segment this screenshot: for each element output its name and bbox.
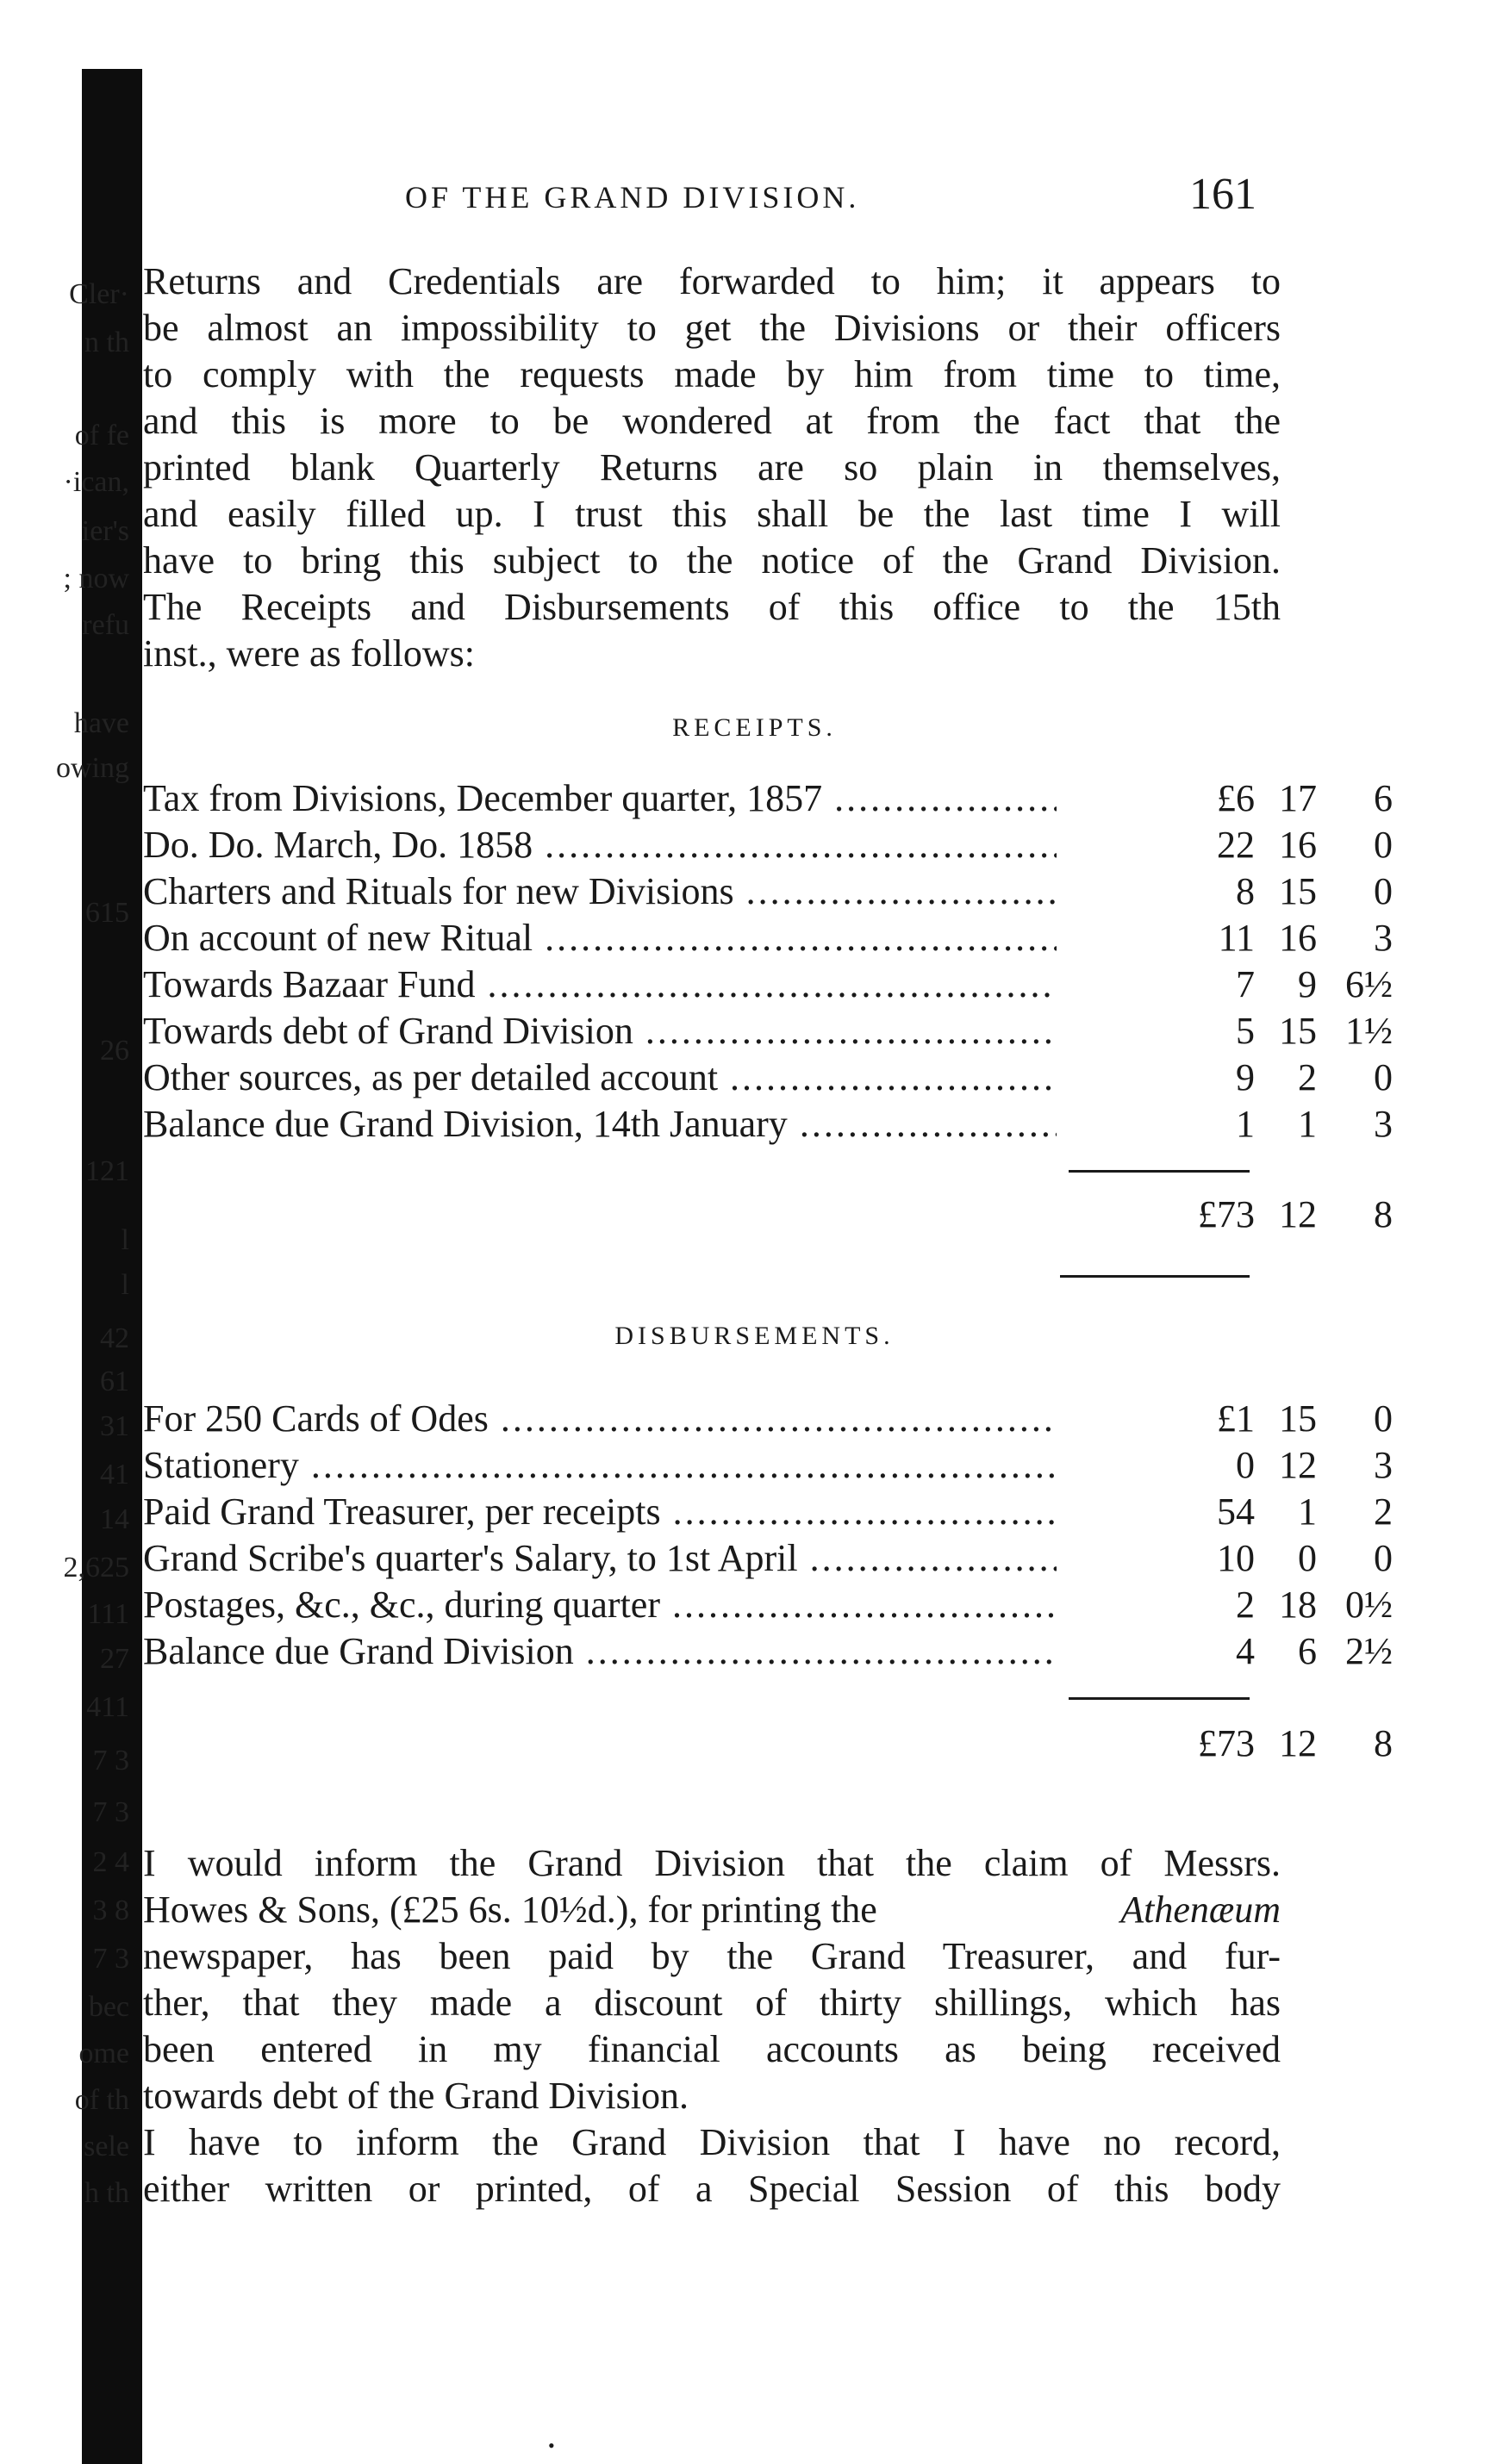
ledger-description: Charters and Rituals for new Divisions .....	[143, 868, 1057, 915]
ledger-row	[143, 868, 1393, 915]
gutter-fragment: h th	[84, 2177, 129, 2209]
receipts-ledger	[143, 775, 1393, 1148]
page-number: 161	[1189, 170, 1256, 219]
ledger-row	[143, 1008, 1393, 1055]
ledger-description: Postages, &c., &c., during quarter .....	[143, 1582, 1057, 1628]
ledger-pounds: 8	[1236, 870, 1255, 912]
receipts-total	[143, 1189, 1393, 1241]
ledger-pence: 3	[1374, 1444, 1393, 1486]
ledger-pence: 0	[1374, 870, 1393, 912]
gutter-fragment: 411	[86, 1691, 129, 1723]
ledger-description: For 250 Cards of Odes .....	[143, 1396, 1057, 1442]
gutter-fragment: owing	[56, 752, 129, 784]
gutter-fragment: 7 3	[92, 1796, 129, 1828]
ledger-shillings: 15	[1279, 1397, 1317, 1440]
gutter-fragment: have	[73, 707, 129, 739]
ledger-row	[143, 1628, 1393, 1675]
ledger-pounds: £6	[1217, 777, 1255, 819]
ledger-shillings: 16	[1279, 824, 1317, 866]
ledger-description: Stationery .....	[143, 1442, 1057, 1489]
ledger-shillings: 6	[1298, 1630, 1317, 1672]
gutter-fragment: 42	[100, 1322, 129, 1354]
ledger-pence: 3	[1374, 917, 1393, 959]
ledger-shillings: 12	[1279, 1444, 1317, 1486]
total-pence: 8	[1374, 1722, 1393, 1764]
ledger-pounds: 10	[1217, 1537, 1255, 1579]
disbursements-title: DISBURSEMENTS.	[614, 1322, 895, 1350]
ledger-shillings: 15	[1279, 1010, 1317, 1052]
ledger-row	[143, 1535, 1393, 1582]
closing-line: ther, that they made a discount of thirty shillings, which has	[143, 1982, 1281, 2024]
ledger-shillings: 1	[1298, 1490, 1317, 1533]
gutter-fragment: 7 3	[92, 1745, 129, 1776]
gutter-fragment: 3 8	[92, 1895, 129, 1926]
ledger-shillings: 1	[1298, 1103, 1317, 1145]
intro-line: Returns and Credentials are forwarded to him; it appears to	[143, 260, 1281, 302]
ledger-description: Grand Scribe's quarter's Salary, to 1st April .....	[143, 1535, 1057, 1582]
ledger-pence: 6	[1374, 777, 1393, 819]
ledger-row	[143, 1582, 1393, 1628]
receipts-total-rule	[1060, 1275, 1250, 1278]
gutter-fragment: refu	[82, 609, 129, 641]
ledger-pence: 0	[1374, 1397, 1393, 1440]
ledger-pounds: 1	[1236, 1103, 1255, 1145]
gutter-fragment: ; now	[63, 563, 129, 594]
gutter-fragment: 121	[85, 1155, 129, 1187]
gutter-fragment: sele	[84, 2131, 129, 2162]
ledger-description: Paid Grand Treasurer, per receipts .....	[143, 1489, 1057, 1535]
gutter-fragment: 111	[87, 1598, 129, 1630]
intro-line: and easily filled up. I trust this shall be the last time I will	[143, 493, 1281, 535]
ledger-pounds: 7	[1236, 963, 1255, 1005]
ledger-pence: 6½	[1345, 963, 1393, 1005]
gutter-fragment: ·ican,	[63, 466, 129, 498]
ledger-pounds: £1	[1217, 1397, 1255, 1440]
closing-line-text: Howes & Sons, (£25 6s. 10½d.), for printing the	[143, 1888, 877, 1931]
gutter-fragment: 615	[85, 897, 129, 929]
ledger-pounds: 11	[1218, 917, 1255, 959]
intro-line: have to bring this subject to the notice of the Grand Division.	[143, 539, 1281, 582]
gutter-fragment: Cler·	[69, 278, 129, 310]
total-shillings: 12	[1279, 1193, 1317, 1235]
ledger-description: Tax from Divisions, December quarter, 1857 .....	[143, 775, 1057, 822]
receipts-title: RECEIPTS.	[672, 713, 837, 742]
gutter-fragment: 31	[100, 1410, 129, 1442]
closing-line: been entered in my financial accounts as being received	[143, 2028, 1281, 2070]
gutter-fragment: ier's	[81, 515, 129, 547]
gutter-fragment: ome	[78, 2038, 129, 2069]
ledger-pounds: 5	[1236, 1010, 1255, 1052]
ledger-shillings: 18	[1279, 1584, 1317, 1626]
total-shillings: 12	[1279, 1722, 1317, 1764]
closing-paragraphs	[143, 1840, 1281, 2212]
total-pence: 8	[1374, 1193, 1393, 1235]
gutter-fragment: 41	[100, 1459, 129, 1490]
ledger-pence: 2½	[1345, 1630, 1393, 1672]
closing-line: newspaper, has been paid by the Grand Treasurer, and fur-	[143, 1935, 1281, 1977]
ledger-pence: 3	[1374, 1103, 1393, 1145]
ledger-pounds: 22	[1217, 824, 1255, 866]
ledger-row	[143, 961, 1393, 1008]
intro-line: to comply with the requests made by him from time to time,	[143, 353, 1281, 395]
binding-strip-top	[82, 69, 129, 121]
ledger-pence: 0	[1374, 1537, 1393, 1579]
ledger-pence: 0½	[1345, 1584, 1393, 1626]
gutter-fragment: 61	[100, 1366, 129, 1397]
ledger-row	[143, 1489, 1393, 1535]
gutter-fragment: 27	[100, 1643, 129, 1675]
ledger-description: Balance due Grand Division, 14th January .....	[143, 1101, 1057, 1148]
ledger-description: Balance due Grand Division .....	[143, 1628, 1057, 1675]
ledger-shillings: 2	[1298, 1056, 1317, 1098]
intro-line: be almost an impossibility to get the Divisions or their officers	[143, 307, 1281, 349]
ledger-row	[143, 775, 1393, 822]
ledger-row	[143, 1055, 1393, 1101]
ledger-description: On account of new Ritual .....	[143, 915, 1057, 961]
ledger-shillings: 16	[1279, 917, 1317, 959]
newspaper-title: Athenæum	[1120, 1888, 1281, 1931]
closing-line: I would inform the Grand Division that the claim of Messrs.	[143, 1842, 1281, 1884]
intro-line: printed blank Quarterly Returns are so plain in themselves,	[143, 446, 1281, 488]
ledger-pounds: 9	[1236, 1056, 1255, 1098]
disbursements-ledger	[143, 1396, 1393, 1675]
intro-line: inst., were as follows:	[143, 632, 475, 675]
ledger-pounds: 2	[1236, 1584, 1255, 1626]
ledger-pence: 2	[1374, 1490, 1393, 1533]
intro-line: The Receipts and Disbursements of this office to the 15th	[143, 586, 1281, 628]
ledger-row	[143, 915, 1393, 961]
closing-line: towards debt of the Grand Division.	[143, 2075, 689, 2117]
gutter-fragment: 26	[100, 1035, 129, 1067]
closing-line: I have to inform the Grand Division that I have no record,	[143, 2121, 1281, 2163]
ledger-shillings: 9	[1298, 963, 1317, 1005]
intro-paragraph	[143, 258, 1281, 677]
ledger-shillings: 15	[1279, 870, 1317, 912]
disbursements-sum-rule	[1069, 1697, 1250, 1700]
ledger-pence: 1½	[1345, 1010, 1393, 1052]
ledger-row	[143, 1396, 1393, 1442]
footer-mark: •	[548, 2435, 555, 2456]
ledger-description: Towards debt of Grand Division .....	[143, 1008, 1057, 1055]
ledger-row	[143, 1442, 1393, 1489]
gutter-fragment: 14	[100, 1503, 129, 1535]
ledger-description: Other sources, as per detailed account .....	[143, 1055, 1057, 1101]
gutter-fragment: 7 3	[92, 1943, 129, 1975]
running-head: OF THE GRAND DIVISION.	[405, 180, 860, 215]
ledger-pence: 0	[1374, 1056, 1393, 1098]
gutter-fragment: 2 4	[92, 1846, 129, 1878]
ledger-pence: 0	[1374, 824, 1393, 866]
ledger-pounds: 0	[1236, 1444, 1255, 1486]
ledger-row	[143, 1101, 1393, 1148]
total-pounds: £73	[1198, 1722, 1255, 1764]
gutter-fragment: 2,625	[63, 1552, 129, 1584]
ledger-description: Towards Bazaar Fund .....	[143, 961, 1057, 1008]
ledger-shillings: 17	[1279, 777, 1317, 819]
ledger-row	[143, 822, 1393, 868]
ledger-description: Do. Do. March, Do. 1858 .....	[143, 822, 1057, 868]
receipts-sum-rule	[1069, 1170, 1250, 1173]
ledger-pounds: 4	[1236, 1630, 1255, 1672]
disbursements-total	[143, 1718, 1393, 1770]
intro-line: and this is more to be wondered at from the fact that the	[143, 400, 1281, 442]
gutter-fragment: of th	[74, 2084, 129, 2116]
ledger-pounds: 54	[1217, 1490, 1255, 1533]
gutter-fragment: l	[121, 1269, 129, 1301]
closing-line: either written or printed, of a Special Session of this body	[143, 2168, 1281, 2210]
closing-line	[143, 1887, 1281, 1933]
gutter-fragment: n th	[84, 327, 129, 358]
gutter-fragment: bec	[88, 1991, 129, 2023]
gutter-fragment: of fe	[74, 420, 129, 451]
ledger-shillings: 0	[1298, 1537, 1317, 1579]
gutter-fragment: l	[121, 1224, 129, 1256]
total-pounds: £73	[1198, 1193, 1255, 1235]
